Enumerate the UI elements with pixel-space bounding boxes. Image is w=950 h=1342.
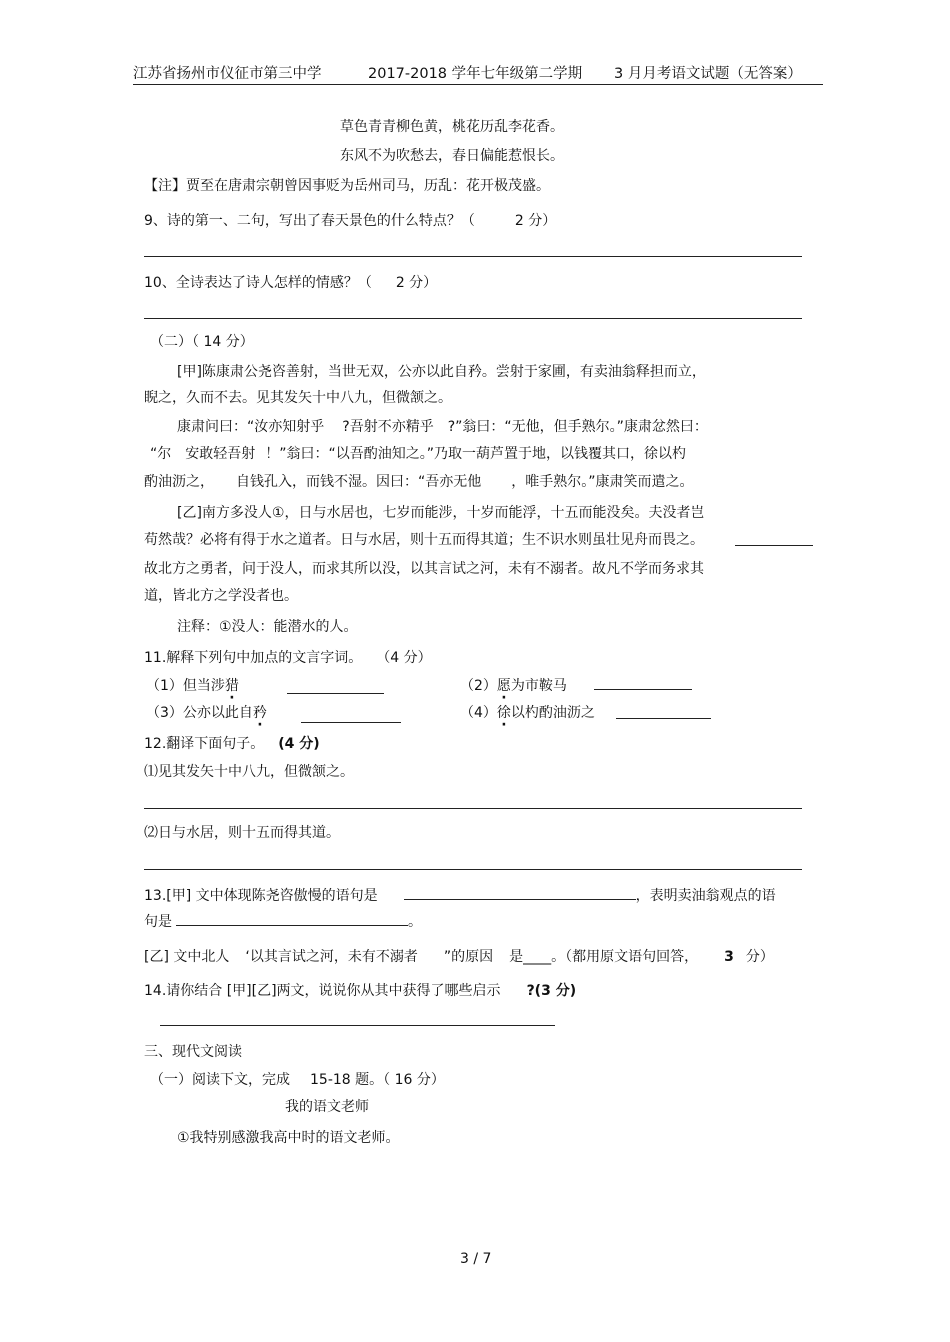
- q12-sentence-2: ⑵日与水居，则十五而得其道。: [144, 825, 340, 841]
- poem-line-1: 草色青青柳色黄，桃花历乱李花香。: [340, 119, 564, 135]
- q13-blank-2[interactable]: [176, 911, 408, 926]
- q11-4-pre: （4）: [460, 705, 497, 721]
- q11-4-post: 以杓酌油沥之: [510, 705, 595, 721]
- q9-answer-line[interactable]: [144, 256, 802, 257]
- passage-a-5a: 酌油沥之，: [144, 474, 214, 490]
- q11-score: （4 分）: [376, 650, 432, 666]
- article-title: 我的语文老师: [285, 1099, 369, 1115]
- question-13-line-2: [144, 911, 422, 931]
- q12-sentence-1: ⑴见其发矢十中八九，但微颔之。: [144, 764, 354, 780]
- question-14: [144, 980, 576, 1000]
- poem-note: 【注】贾至在唐肃宗朝曾因事贬为岳州司马，历乱：花开极茂盛。: [144, 178, 550, 194]
- q11-3-dotted: 矜: [252, 705, 267, 721]
- q11-4-answer[interactable]: [616, 718, 711, 719]
- passage-b-line-2: 苟然哉？必将有得于水之道者。日与水居，则十五而得其道；生不识水则虽壮见舟而畏之。: [144, 532, 704, 548]
- q11-1-dotted: 猎: [224, 678, 239, 694]
- question-13-line-1: [144, 885, 776, 905]
- q14-text: 14.请你结合 [甲][乙]两文，说说你从其中获得了哪些启示: [144, 983, 501, 999]
- passage-b-line-1: [乙]南方多没人①，日与水居也，七岁而能涉，十岁而能浮，十五而能没矣。夫没者岂: [177, 505, 705, 521]
- q13-3b: ‘以其言试之河，未有不溺者: [245, 949, 418, 965]
- q11-2-answer[interactable]: [594, 689, 692, 690]
- section-3-title: 三、现代文阅读: [144, 1044, 242, 1060]
- page-number: 3 / 7: [460, 1251, 492, 1267]
- question-9: [144, 210, 556, 230]
- passage-a-line-3: [177, 416, 708, 436]
- q13-2a: 句是: [144, 914, 172, 930]
- q11-2-dotted: 愿: [496, 678, 511, 694]
- q12-2-answer-line[interactable]: [144, 869, 802, 870]
- header-exam: 3 月月考语文试题（无答案）: [614, 66, 802, 82]
- q11-item-4: [460, 702, 595, 722]
- section-3-range: 15-18 题。（ 16 分）: [310, 1072, 445, 1088]
- q12-1-answer-line[interactable]: [144, 808, 802, 809]
- q12-title: 12.翻译下面句子。: [144, 736, 265, 752]
- question-13-line-3: [144, 946, 774, 966]
- passage-a-3b: ?吾射不亦精乎: [342, 419, 434, 435]
- q11-item-1: [146, 675, 239, 695]
- q11-4-dotted: 徐: [496, 705, 511, 721]
- passage-b-line-3: 故北方之勇者，问于没人，而求其所以没，以其言试之河，未有不溺者。故凡不学而务求其: [144, 561, 704, 577]
- section-3-sub: [150, 1069, 445, 1089]
- q11-3-answer[interactable]: [301, 722, 401, 723]
- q11-2-pre: （2）: [460, 678, 497, 694]
- passage-a-4a: “尔: [150, 446, 172, 462]
- q14-score: ?(3 分): [526, 983, 577, 999]
- passage-a-line-2: 睨之，久而不去。见其发矢十中八九，但微颔之。: [144, 390, 452, 406]
- section-2-label: （二）（ 14 分）: [150, 334, 254, 350]
- passage-a-3a: 康肃问曰：“汝亦知射乎: [177, 419, 325, 435]
- q14-answer-line[interactable]: [160, 1025, 555, 1026]
- q13-3f: 分）: [745, 949, 774, 965]
- q10-answer-line[interactable]: [144, 318, 802, 319]
- q13-1b: ，表明卖油翁观点的语: [635, 888, 776, 904]
- passage-a-5b: 自钱孔入，而钱不湿。因曰：“吾亦无他: [236, 474, 482, 490]
- q10-text: 10、全诗表达了诗人怎样的情感？（: [144, 275, 372, 291]
- article-paragraph-1: ①我特别感激我高中时的语文老师。: [177, 1130, 400, 1146]
- passage-a-line-4: [150, 443, 686, 463]
- q13-3d: 是____。（都用原文语句回答，: [509, 949, 699, 965]
- question-10: [144, 272, 437, 292]
- q9-score: 2 分）: [514, 213, 557, 229]
- poem-line-2: 东风不为吹愁去，春日偏能惹恨长。: [340, 148, 564, 164]
- q11-1-answer[interactable]: [287, 693, 384, 694]
- q12-score: (4 分): [278, 736, 320, 752]
- section-3-sub-text: （一）阅读下文，完成: [150, 1072, 290, 1088]
- passage-a-5c: ，唯手熟尔。”康肃笑而遣之。: [511, 474, 694, 490]
- passage-a-line-5: [144, 471, 694, 491]
- q13-3a: [乙] 文中北人: [144, 949, 230, 965]
- q13-1a: 13.[甲] 文中体现陈尧咨傲慢的语句是: [144, 888, 378, 904]
- passage-b-line-4: 道，皆北方之学没者也。: [144, 588, 298, 604]
- header-school: 江苏省扬州市仪征市第三中学: [133, 66, 322, 82]
- q11-item-2: [460, 675, 567, 695]
- page-header: [133, 60, 823, 85]
- q11-2-post: 为市鞍马: [510, 678, 567, 694]
- q11-item-3: [146, 702, 267, 722]
- passage-b-note: 注释：①没人：能潜水的人。: [177, 619, 358, 635]
- header-term: 2017-2018 学年七年级第二学期: [368, 66, 583, 82]
- passage-a-line-1: [甲]陈康肃公尧咨善射，当世无双，公亦以此自矜。尝射于家圃，有卖油翁释担而立，: [177, 364, 706, 380]
- question-12: [144, 733, 320, 753]
- q9-text: 9、诗的第一、二句，写出了春天景色的什么特点？（: [144, 213, 475, 229]
- question-11: [144, 647, 432, 667]
- passage-b-underline: [735, 545, 813, 546]
- passage-a-3c: ?”翁曰：“无他，但手熟尔。”康肃忿然曰：: [447, 419, 708, 435]
- passage-a-4c: ！”翁曰：“以吾酌油知之。”乃取一葫芦置于地，以钱覆其口，徐以杓: [265, 446, 687, 462]
- q13-blank-1[interactable]: [404, 885, 636, 900]
- q11-1-pre: （1）但当涉: [146, 678, 225, 694]
- q10-score: 2 分）: [395, 275, 438, 291]
- passage-a-4b: 安敢轻吾射: [185, 446, 256, 462]
- q11-3-pre: （3）公亦以此自: [146, 705, 253, 721]
- q11-title: 11.解释下列句中加点的文言字词。: [144, 650, 363, 666]
- q13-3c: ”的原因: [443, 949, 494, 965]
- q13-2b: 。: [408, 914, 422, 930]
- q13-3e: 3: [724, 949, 734, 965]
